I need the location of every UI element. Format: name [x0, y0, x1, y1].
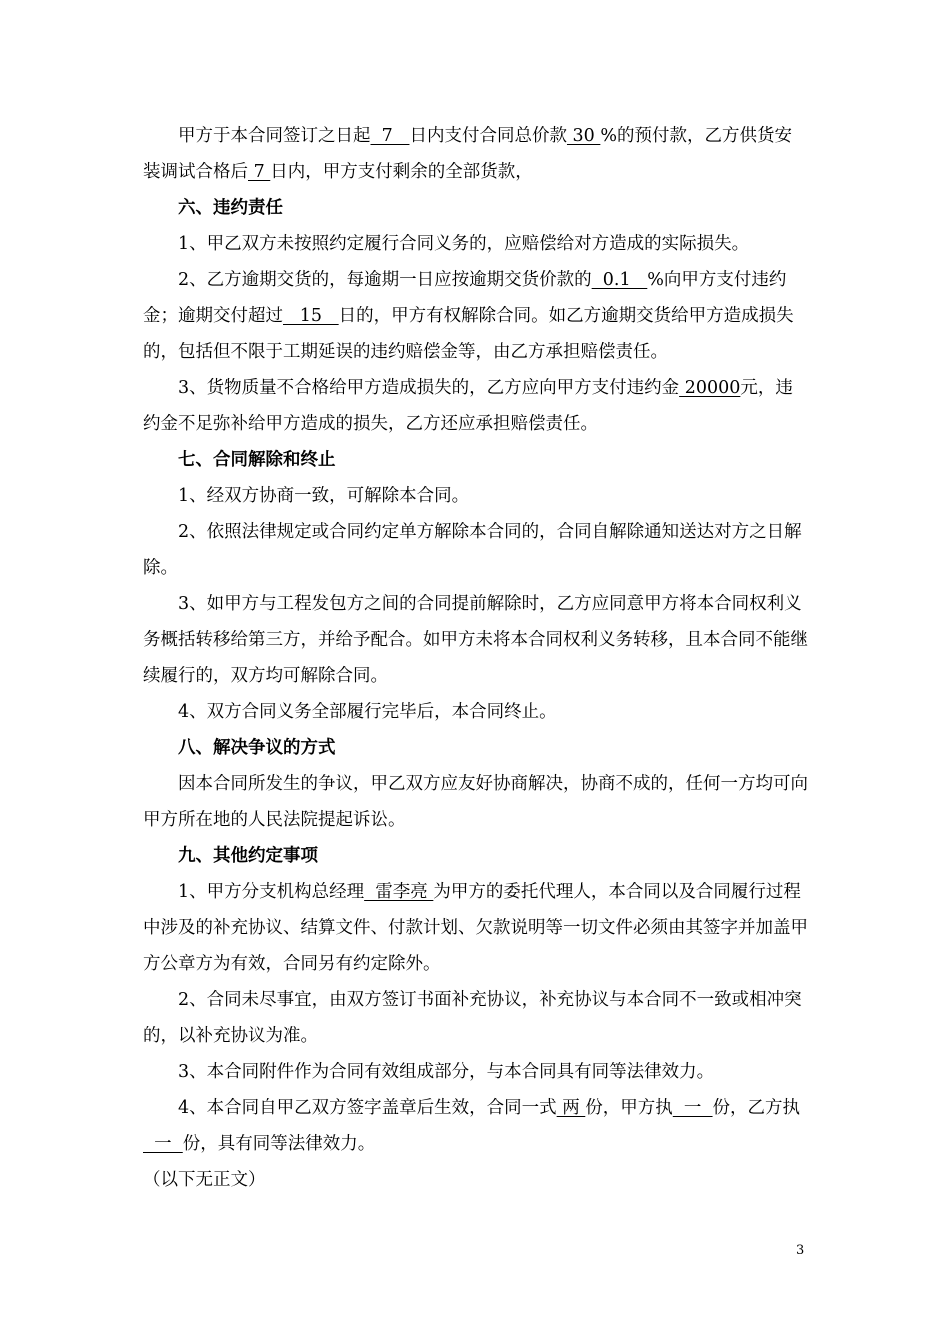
paragraph [143, 694, 808, 730]
text-run: 甲方于本合同签订之日起 [178, 126, 371, 146]
text-run: 份，具有同等法律效力。 [182, 1134, 376, 1154]
text-run: 九、其他约定事项 [178, 846, 318, 866]
section-heading [143, 442, 808, 478]
filled-blank: 15 [283, 306, 339, 326]
paragraph [143, 874, 808, 982]
section-heading [143, 838, 808, 874]
paragraph [143, 766, 808, 838]
text-run: 八、解决争议的方式 [178, 738, 336, 758]
filled-blank: 0.1 [591, 270, 648, 290]
paragraph [143, 1090, 808, 1162]
section-heading [143, 190, 808, 226]
text-run: 六、违约责任 [178, 198, 283, 218]
text-run: 因本合同所发生的争议，甲乙双方应友好协商解决，协商不成的，任何一方均可向甲方所在地的人民法院提起诉讼。 [143, 774, 808, 830]
paragraph [143, 226, 808, 262]
text-run: 为甲方的委托代理人，本合同以及合同履行过程中涉及的补充协议、结算文件、付款计划、欠款说明等一切文件必须由其签字并加盖甲方公章方为有效，合同另有约定除外。 [143, 882, 808, 974]
paragraph [143, 118, 808, 190]
paragraph [143, 586, 808, 694]
text-run: 份，甲方执 [585, 1098, 673, 1118]
text-run: 日内支付合同总价款 [409, 126, 567, 146]
text-run: 2、合同未尽事宜，由双方签订书面补充协议，补充协议与本合同不一致或相冲突的，以补充协议为准。 [143, 990, 802, 1046]
page-number: 3 [796, 1243, 805, 1258]
filled-blank: 一 [672, 1098, 713, 1118]
filled-blank: 7 [248, 162, 271, 182]
paragraph [143, 982, 808, 1054]
paragraph [143, 478, 808, 514]
contract-body [143, 118, 808, 1198]
text-run: 4、本合同自甲乙双方签字盖章后生效，合同一式 [178, 1098, 557, 1118]
text-run: （以下无正文） [143, 1170, 266, 1190]
paragraph [143, 370, 808, 442]
filled-blank: 两 [556, 1098, 586, 1118]
paragraph [143, 1162, 808, 1198]
text-run: 七、合同解除和终止 [178, 450, 336, 470]
text-run: 2、依照法律规定或合同约定单方解除本合同的，合同自解除通知送达对方之日解除。 [143, 522, 802, 578]
text-run: 1、甲方分支机构总经理 [178, 882, 365, 902]
paragraph [143, 514, 808, 586]
filled-blank: 20000 [679, 378, 741, 398]
text-run: 日的，甲方有权解除合同。如乙方逾期交货给甲方造成损失的，包括但不限于工期延误的违约赔偿金等，由乙方承担赔偿责任。 [143, 306, 794, 362]
text-run: 元，违约金不足弥补给甲方造成的损失，乙方还应承担赔偿责任。 [143, 378, 793, 434]
paragraph [143, 262, 808, 370]
text-run: 4、双方合同义务全部履行完毕后，本合同终止。 [178, 702, 557, 722]
filled-blank: 7 [370, 126, 410, 146]
text-run: 3、货物质量不合格给甲方造成损失的，乙方应向甲方支付违约金 [178, 378, 680, 398]
text-run: 2、乙方逾期交货的，每逾期一日应按逾期交货价款的 [178, 270, 592, 290]
text-run: 日内，甲方支付剩余的全部货款， [270, 162, 533, 182]
text-run: 1、经双方协商一致，可解除本合同。 [178, 486, 470, 506]
paragraph [143, 1054, 808, 1090]
filled-blank: 一 [143, 1134, 183, 1154]
filled-blank: 30 [566, 126, 601, 146]
filled-blank: 雷李亮 [364, 882, 434, 902]
text-run: %向甲方支付违约金；逾期交付超过 [143, 270, 787, 326]
section-heading [143, 730, 808, 766]
text-run: 份，乙方执 [712, 1098, 801, 1118]
text-run: 1、甲乙双方未按照约定履行合同义务的，应赔偿给对方造成的实际损失。 [178, 234, 750, 254]
text-run: 3、本合同附件作为合同有效组成部分，与本合同具有同等法律效力。 [178, 1062, 715, 1082]
text-run: 3、如甲方与工程发包方之间的合同提前解除时，乙方应同意甲方将本合同权利义务概括转移给第三方，并给予配合。如甲方未将本合同权利义务转移，且本合同不能继续履行的，双方均可解除合同。 [143, 594, 808, 686]
text-run: %的预付款，乙方供货安装调试合格后 [143, 126, 792, 182]
